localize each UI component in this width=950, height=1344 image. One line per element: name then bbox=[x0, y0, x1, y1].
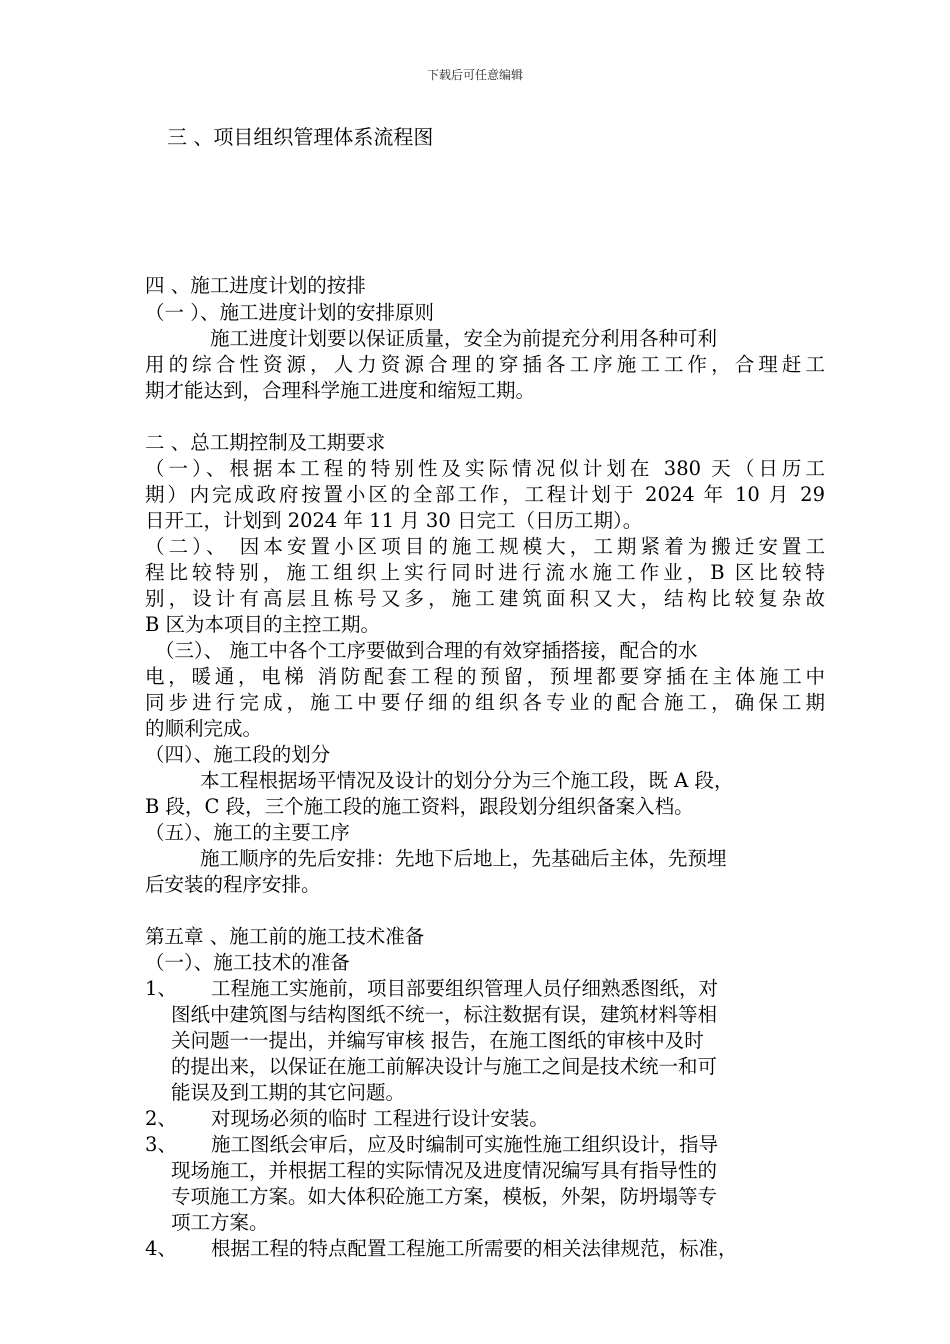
list-item-line: 根据工程的特点配置工程施工所需要的相关法律规范，标准， bbox=[211, 1237, 738, 1260]
section-3-title: 三 、项目组织管理体系流程图 bbox=[167, 125, 434, 149]
paragraph-line: 的顺利完成。 bbox=[145, 717, 263, 740]
list-item-line: 图纸中建筑图与结构图纸不统一，标注数据有误，建筑材料等相 bbox=[171, 1003, 718, 1026]
paragraph-line: 同步进行完成，施工中要仔细的组织各专业的配合施工，确保工期 bbox=[145, 691, 825, 714]
section-2-title: 二 、总工期控制及工期要求 bbox=[145, 431, 386, 454]
list-item-line: 关问题一一提出，并编写审核 报告，在施工图纸的审核中及时 bbox=[171, 1029, 704, 1052]
paragraph-line: B 区为本项目的主控工期。 bbox=[145, 613, 381, 636]
paragraph-line: 施工进度计划要以保证质量，安全为前提充分利用各种可利 bbox=[210, 327, 718, 350]
list-item-number: 4、 bbox=[145, 1237, 177, 1260]
list-item-line: 施工图纸会审后，应及时编制可实施性施工组织设计，指导 bbox=[211, 1133, 719, 1156]
section-2-5-title: （五）、施工的主要工序 bbox=[145, 821, 350, 844]
list-item-line: 工程施工实施前，项目部要组织管理人员仔细熟悉图纸，对 bbox=[211, 977, 719, 1000]
section-4-title: 四 、施工进度计划的按排 bbox=[145, 274, 366, 297]
page-header: 下载后可任意编辑 bbox=[426, 68, 523, 82]
list-item-line: 现场施工，并根据工程的实际情况及进度情况编写具有指导性的 bbox=[171, 1159, 718, 1182]
paragraph-line: 施工顺序的先后安排：先地下后地上，先基础后主体，先预埋 bbox=[200, 847, 727, 870]
paragraph-line: 别，设计有高层且栋号又多，施工建筑面积又大，结构比较复杂故 bbox=[145, 587, 825, 610]
paragraph-line: 本工程根据场平情况及设计的划分分为三个施工段，既 A 段， bbox=[200, 769, 734, 792]
list-item-number: 2、 bbox=[145, 1107, 177, 1130]
paragraph-line: 用的综合性资源，人力资源合理的穿插各工序施工工作，合理赶工 bbox=[145, 353, 825, 376]
paragraph-line: （二）、 因本安置小区项目的施工规模大，工期紧着为搬迁安置工 bbox=[145, 535, 825, 558]
section-2-4-title: （四）、施工段的划分 bbox=[145, 743, 331, 766]
list-item-line: 专项施工方案。如大体积砼施工方案，模板，外架，防坍塌等专 bbox=[171, 1185, 718, 1208]
paragraph-line: 日开工，计划到 2024 年 11 月 30 日完工（日历工期）。 bbox=[145, 509, 643, 532]
list-item-line: 对现场必须的临时 工程进行设计安装。 bbox=[211, 1107, 549, 1130]
paragraph-line: （三）、 施工中各个工序要做到合理的有效穿插搭接，配合的水 bbox=[155, 639, 698, 662]
list-item-line: 能误及到工期的其它问题。 bbox=[171, 1081, 406, 1104]
paragraph-line: 期才能达到，合理科学施工进度和缩短工期。 bbox=[145, 379, 536, 402]
paragraph-line: B 段，C 段，三个施工段的施工资料，跟段划分组织备案入档。 bbox=[145, 795, 694, 818]
paragraph-line: （一）、根据本工程的特别性及实际情况似计划在 380 天（日历工 bbox=[145, 457, 825, 480]
list-item-number: 3、 bbox=[145, 1133, 177, 1156]
list-item-line: 项工方案。 bbox=[171, 1211, 269, 1234]
chapter-5-title: 第五章 、施工前的施工技术准备 bbox=[145, 925, 425, 948]
list-item-number: 1、 bbox=[145, 977, 177, 1000]
section-4-1-title: （一 ）、施工进度计划的安排原则 bbox=[145, 301, 434, 324]
paragraph-line: 期）内完成政府按置小区的全部工作，工程计划于 2024 年 10 月 29 bbox=[145, 483, 825, 506]
section-5-1-title: （一）、施工技术的准备 bbox=[145, 951, 350, 974]
paragraph-line: 后安装的程序安排。 bbox=[145, 873, 321, 896]
paragraph-line: 电，暖通，电梯 消防配套工程的预留，预埋都要穿插在主体施工中 bbox=[145, 665, 825, 688]
paragraph-line: 程比较特别，施工组织上实行同时进行流水施工作业，B 区比较特 bbox=[145, 561, 825, 584]
list-item-line: 的提出来，以保证在施工前解决设计与施工之间是技术统一和可 bbox=[171, 1055, 718, 1078]
